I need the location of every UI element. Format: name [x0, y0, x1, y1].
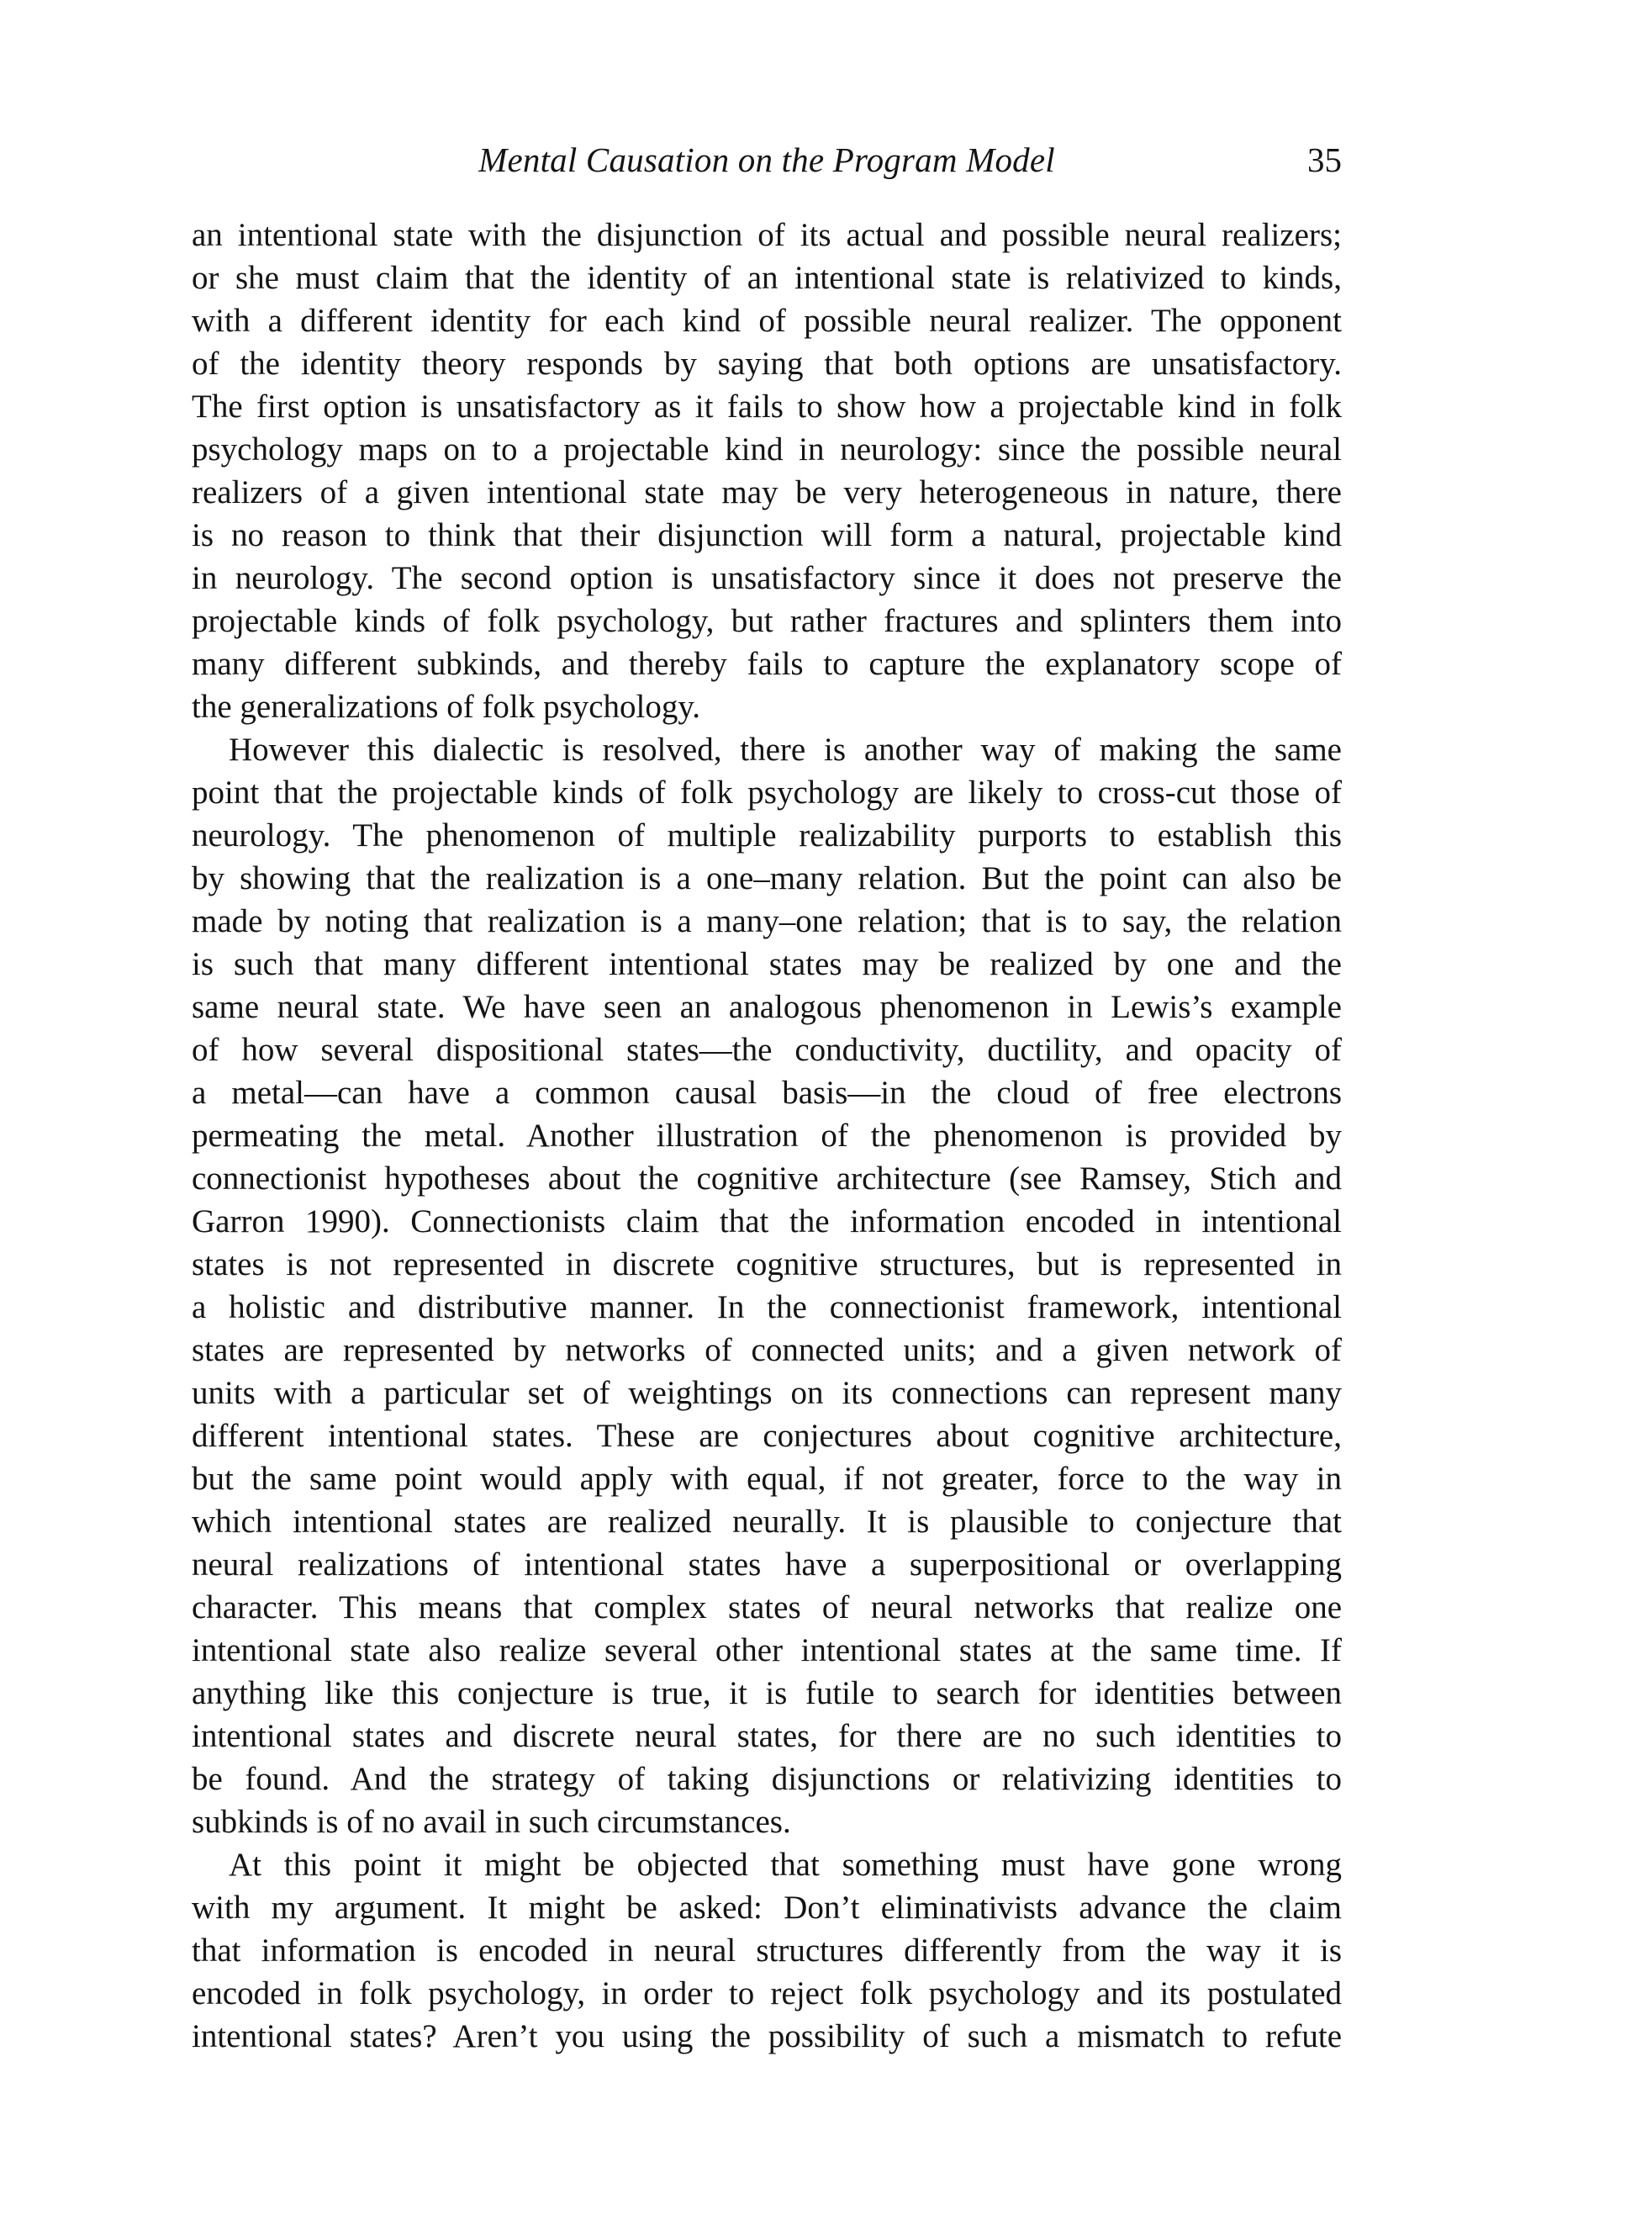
- text-line: is no reason to think that their disjunction will form a natural, projectable kind: [192, 517, 1342, 553]
- text-line: neural realizations of intentional states have a superpositional or overlapping: [192, 1546, 1342, 1583]
- text-line: that information is encoded in neural structures differently from the way it is: [192, 1932, 1342, 1969]
- text-line: encoded in folk psychology, in order to reject folk psychology and its postulated: [192, 1975, 1342, 2011]
- text-line: intentional states? Aren’t you using the possibility of such a mismatch to refute: [192, 2018, 1342, 2054]
- text-line: subkinds is of no avail in such circumstances.: [192, 1804, 791, 1840]
- text-line: states are represented by networks of connected units; and a given network of: [192, 1332, 1342, 1368]
- text-line: realizers of a given intentional state may be very heterogeneous in nature, there: [192, 474, 1342, 510]
- text-line: units with a particular set of weightings on its connections can represent many: [192, 1375, 1342, 1411]
- text-line: a holistic and distributive manner. In the connectionist framework, intentional: [192, 1289, 1342, 1325]
- text-line: neurology. The phenomenon of multiple realizability purports to establish this: [192, 817, 1342, 854]
- text-line: a metal—can have a common causal basis—in the cloud of free electrons: [192, 1075, 1342, 1111]
- text-line: permeating the metal. Another illustration of the phenomenon is provided by: [192, 1118, 1342, 1154]
- text-line: or she must claim that the identity of an intentional state is relativized to kinds,: [192, 260, 1342, 296]
- text-line: with a different identity for each kind of possible neural realizer. The opponent: [192, 303, 1342, 339]
- text-line: Garron 1990). Connectionists claim that the information encoded in intentional: [192, 1203, 1342, 1240]
- text-line: different intentional states. These are conjectures about cognitive architecture,: [192, 1418, 1342, 1454]
- text-line: At this point it might be objected that something must have gone wrong: [229, 1847, 1342, 1883]
- text-line: of the identity theory responds by saying that both options are unsatisfactory.: [192, 346, 1342, 382]
- text-line: anything like this conjecture is true, it is futile to search for identities between: [192, 1675, 1342, 1711]
- text-line: in neurology. The second option is unsatisfactory since it does not preserve the: [192, 560, 1342, 596]
- text-line: character. This means that complex states of neural networks that realize one: [192, 1589, 1342, 1626]
- text-line: intentional state also realize several other intentional states at the same time. If: [192, 1632, 1342, 1668]
- text-line: intentional states and discrete neural states, for there are no such identities to: [192, 1718, 1342, 1754]
- paragraph: [192, 214, 1342, 728]
- text-line: point that the projectable kinds of folk psychology are likely to cross-cut those of: [192, 774, 1342, 811]
- text-line: the generalizations of folk psychology.: [192, 689, 701, 725]
- body-text: [192, 214, 1342, 2058]
- page-number: 35: [1307, 140, 1342, 179]
- text-line: same neural state. We have seen an analogous phenomenon in Lewis’s example: [192, 989, 1342, 1025]
- text-line: The first option is unsatisfactory as it fails to show how a projectable kind in folk: [192, 389, 1342, 425]
- text-line: by showing that the realization is a one–many relation. But the point can also be: [192, 860, 1342, 896]
- text-line: states is not represented in discrete cognitive structures, but is represented in: [192, 1246, 1342, 1282]
- text-line: is such that many different intentional states may be realized by one and the: [192, 946, 1342, 982]
- text-line: but the same point would apply with equal, if not greater, force to the way in: [192, 1461, 1342, 1497]
- running-title: Mental Causation on the Program Model: [478, 140, 1055, 179]
- text-line: with my argument. It might be asked: Don’t eliminativists advance the claim: [192, 1890, 1342, 1926]
- text-line: many different subkinds, and thereby fails to capture the explanatory scope of: [192, 646, 1342, 682]
- paragraph: [192, 728, 1342, 1843]
- paragraph: [192, 1843, 1342, 2058]
- text-line: projectable kinds of folk psychology, but rather fractures and splinters them into: [192, 603, 1342, 639]
- text-line: be found. And the strategy of taking disjunctions or relativizing identities to: [192, 1761, 1342, 1797]
- text-line: an intentional state with the disjunction of its actual and possible neural realizers;: [192, 217, 1342, 253]
- text-line: made by noting that realization is a many–one relation; that is to say, the relation: [192, 903, 1342, 939]
- text-line: However this dialectic is resolved, there is another way of making the same: [229, 732, 1342, 768]
- running-header: [192, 135, 1342, 185]
- text-line: connectionist hypotheses about the cognitive architecture (see Ramsey, Stich and: [192, 1160, 1342, 1197]
- text-line: of how several dispositional states—the conductivity, ductility, and opacity of: [192, 1032, 1342, 1068]
- text-line: which intentional states are realized neurally. It is plausible to conjecture that: [192, 1504, 1342, 1540]
- text-line: psychology maps on to a projectable kind in neurology: since the possible neural: [192, 431, 1342, 468]
